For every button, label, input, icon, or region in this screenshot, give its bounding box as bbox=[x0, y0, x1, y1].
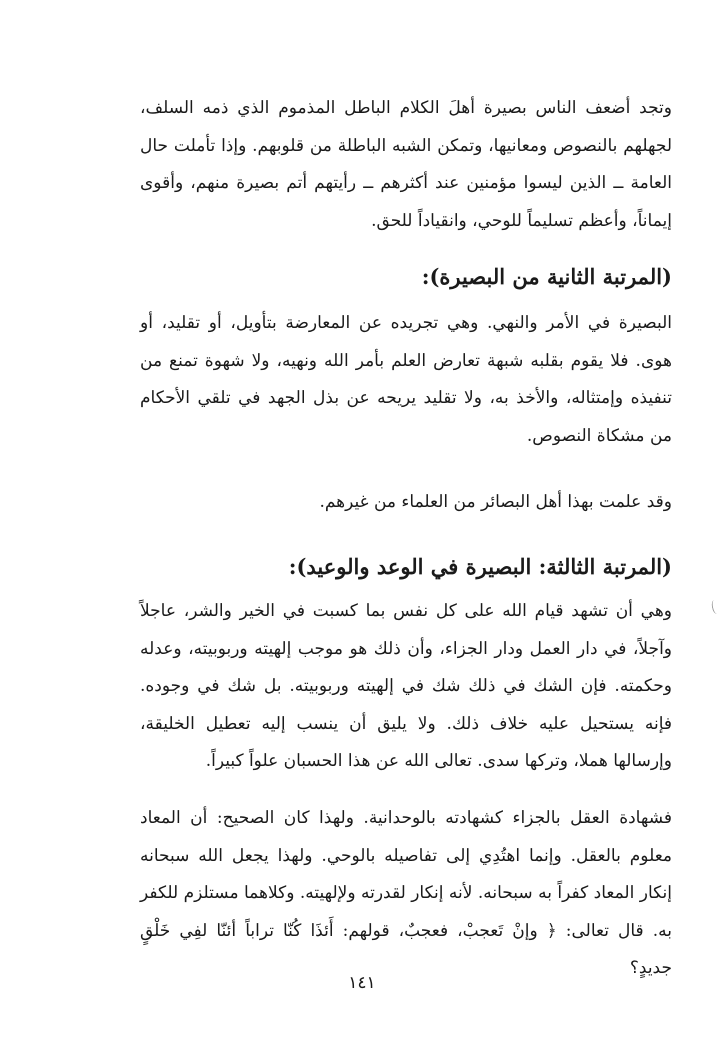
paragraph-second-rank: البصيرة في الأمر والنهي. وهي تجريده عن المعارضة بتأويل، أو تقليد، أو هوى. فلا يقوم بقلبه شبهة تعارض العلم بأمر الله ونهيه، ولا شهوة تمنع من تنفيذه وإمتثاله، والأخذ به، ولا تقليد يريحه عن بذل الجهد في تلقي الأحكام من مشكاة النصوص. bbox=[140, 313, 672, 446]
paragraph-reason-testimony: فشهادة العقل بالجزاء كشهادته بالوحدانية. ولهذا كان الصحيح: أن المعاد معلوم بالعقل. وإنما اهتُدِي إلى تفاصيله بالوحي. ولهذا يجعل الله سبحانه إنكار المعاد كفراً به سبحانه. لأنه إنكار لقدرته ولإلهيته. وكلاهما مستلزم للكفر به. قال تعالى: ﴿ وإنْ تَعجبْ، فعجبٌ، قولهم: أَئذَا كُنّا تراباً أئنّا لفِي خَلْقٍ جديدٍ؟ bbox=[140, 808, 672, 978]
heading-second-rank: (المرتبة الثانية من البصيرة): bbox=[421, 264, 672, 289]
page-number: ١٤١ bbox=[348, 973, 376, 993]
heading-third-rank: (المرتبة الثالثة: البصيرة في الوعد والوعيد): bbox=[288, 554, 672, 579]
paragraph-intro: وتجد أضعف الناس بصيرة أهلَ الكلام الباطل المذموم الذي ذمه السلف، لجهلهم بالنصوص ومعانيها، وتمكن الشبه الباطلة من قلوبهم. وإذا تأملت حال العامة ــ الذين ليسوا مؤمنين عند أكثرهم ــ رأيتهم أتم بصيرة منهم، وأقوى إيماناً، وأعظم تسليماً للوحي، وانقياداً للحق. bbox=[140, 98, 672, 231]
paragraph-scholars: وقد علمت بهذا أهل البصائر من العلماء من غيرهم. bbox=[319, 492, 672, 512]
paragraph-third-rank: وهي أن تشهد قيام الله على كل نفس بما كسبت في الخير والشر، عاجلاً وآجلاً، في دار العمل ودار الجزاء، وأن ذلك هو موجب إلهيته وربوبيته، وعدله وحكمته. فإن الشك في ذلك شك في إلهيته وربوبيته. بل شك في وجوده. فإنه يستحيل عليه خلاف ذلك. ولا يليق أن ينسب إليه تعطيل الخليقة، وإرسالها هملا، وتركها سدى. تعالى الله عن هذا الحسبان علواً كبيراً. bbox=[140, 601, 672, 771]
margin-mark bbox=[711, 599, 721, 614]
